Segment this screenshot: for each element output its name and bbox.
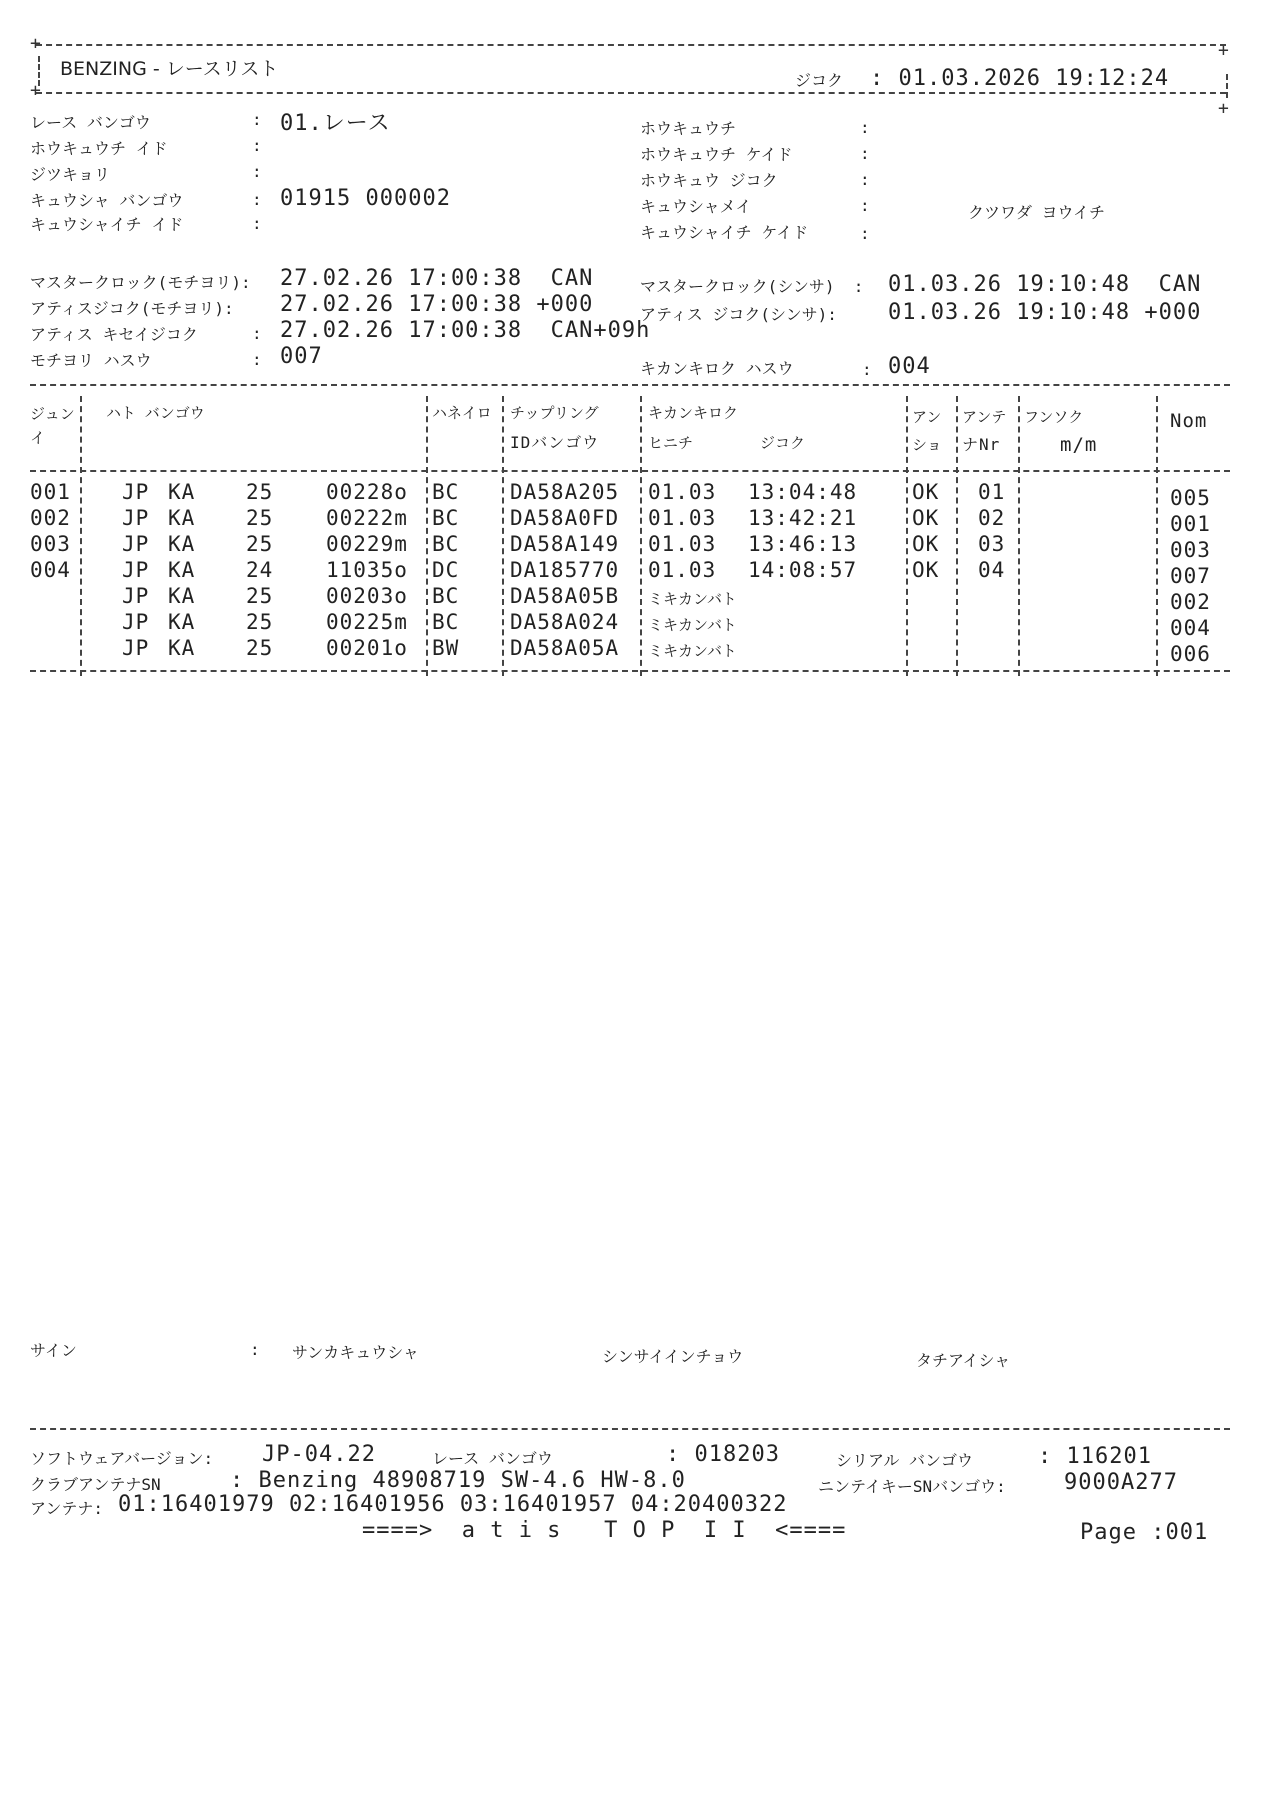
row-nom: 001 xyxy=(1170,512,1211,536)
header-time: ジコク xyxy=(760,434,806,452)
row-club: KA xyxy=(168,506,196,530)
software-version-label: ソフトウェアバージョン: xyxy=(30,1449,214,1468)
row-date: 01.03 xyxy=(648,532,717,556)
race-number-label: レース バンゴウ xyxy=(432,1449,553,1468)
row-club: KA xyxy=(168,558,196,582)
info-right-label-3: キュウシャメイ xyxy=(640,197,752,216)
club-antenna-label: クラブアンテナSN xyxy=(30,1475,161,1494)
row-rank: 001 xyxy=(30,480,71,504)
master-judge-value: 01.03.26 19:10:48 CAN xyxy=(888,272,1202,297)
auth-key-label: ニンテイキーSNバンゴウ: xyxy=(818,1477,1006,1496)
race-number-value: : 018203 xyxy=(666,1442,780,1467)
row-nom: 002 xyxy=(1170,590,1211,614)
row-status: ミキカンバト xyxy=(648,616,737,634)
row-ok: OK xyxy=(912,558,940,582)
info-right-label-0: ホウキュウチ xyxy=(640,119,737,138)
print-time-value: : 01.03.2026 19:12:24 xyxy=(870,66,1170,91)
row-country: JP xyxy=(122,636,150,660)
signature-participant: サンカキュウシャ xyxy=(292,1343,419,1362)
row-nom: 004 xyxy=(1170,616,1211,640)
loft-owner-name: クツワダ ヨウイチ xyxy=(968,203,1105,222)
atis-judge-label: アティス ジコク(シンサ): xyxy=(640,305,837,324)
row-rank: 002 xyxy=(30,506,71,530)
row-date: 01.03 xyxy=(648,558,717,582)
row-chip: DA58A149 xyxy=(510,532,620,556)
header-speed: フンソク xyxy=(1024,408,1084,426)
row-time: 14:08:57 xyxy=(748,558,858,582)
report-title: BENZING - レースリスト xyxy=(60,58,279,80)
row-color: BC xyxy=(432,506,460,530)
return-count-label: キカンキロク ハスウ xyxy=(640,359,794,378)
info-left-label-0: レース バンゴウ xyxy=(30,113,151,132)
row-time: 13:46:13 xyxy=(748,532,858,556)
row-year: 25 xyxy=(246,636,274,660)
row-color: BW xyxy=(432,636,460,660)
brand-banner: ====> a t i s T O P I I <==== xyxy=(362,1518,847,1543)
row-year: 25 xyxy=(246,532,274,556)
row-antenna: 04 xyxy=(978,558,1006,582)
header-ant2: ショ xyxy=(912,436,942,454)
header-chip2: IDバンゴウ xyxy=(510,433,600,452)
row-number: 00225m xyxy=(326,610,408,634)
signature-witness: タチアイシャ xyxy=(916,1351,1011,1370)
row-nom: 006 xyxy=(1170,642,1211,666)
row-country: JP xyxy=(122,584,150,608)
header-rank: ジュンイ xyxy=(30,405,75,447)
atis-ref-value: 27.02.26 17:00:38 CAN+09h xyxy=(280,318,651,343)
row-chip: DA58A0FD xyxy=(510,506,620,530)
header-color: ハネイロ xyxy=(432,404,492,422)
master-home-value: 27.02.26 17:00:38 CAN xyxy=(280,266,594,291)
row-rank: 004 xyxy=(30,558,71,582)
row-country: JP xyxy=(122,506,150,530)
atis-ref-label: アティス キセイジコク xyxy=(30,325,198,344)
row-antenna: 03 xyxy=(978,532,1006,556)
header-antnr2: ナNr xyxy=(962,435,1001,454)
count-label: モチヨリ ハスウ xyxy=(30,351,152,370)
row-club: KA xyxy=(168,584,196,608)
row-year: 24 xyxy=(246,558,274,582)
header-nom: Nom xyxy=(1170,410,1208,432)
row-country: JP xyxy=(122,532,150,556)
club-antenna-value: : Benzing 48908719 SW-4.6 HW-8.0 xyxy=(230,1468,686,1493)
row-color: BC xyxy=(432,610,460,634)
row-antenna: 02 xyxy=(978,506,1006,530)
row-color: BC xyxy=(432,532,460,556)
row-ok: OK xyxy=(912,532,940,556)
info-left-label-4: キュウシャイチ イド xyxy=(30,215,184,234)
return-count-value: 004 xyxy=(888,354,931,379)
row-status: ミキカンバト xyxy=(648,590,737,608)
row-chip: DA58A024 xyxy=(510,610,620,634)
antenna-list-value: 01:16401979 02:16401956 03:16401957 04:20400322 xyxy=(118,1492,788,1517)
serial-number-label: シリアル バンゴウ xyxy=(836,1451,973,1470)
atis-judge-value: 01.03.26 19:10:48 +000 xyxy=(888,300,1202,325)
row-date: 01.03 xyxy=(648,506,717,530)
atis-home-value: 27.02.26 17:00:38 +000 xyxy=(280,292,594,317)
header-speed-unit: m/m xyxy=(1060,434,1098,456)
row-number: 11035o xyxy=(326,558,408,582)
print-time: 01.03.2026 19:12:24 xyxy=(898,66,1170,91)
row-country: JP xyxy=(122,558,150,582)
row-time: 13:04:48 xyxy=(748,480,858,504)
software-version-value: JP-04.22 xyxy=(262,1442,376,1467)
signature-judge: シンサイインチョウ xyxy=(602,1347,744,1366)
info-left-label-3: キュウシャ バンゴウ xyxy=(30,191,184,210)
row-rank: 003 xyxy=(30,532,71,556)
row-club: KA xyxy=(168,610,196,634)
signature-label: サイン xyxy=(30,1341,77,1360)
row-color: DC xyxy=(432,558,460,582)
row-chip: DA58A05A xyxy=(510,636,620,660)
info-right-label-1: ホウキュウチ ケイド xyxy=(640,145,793,164)
antenna-list-label: アンテナ: xyxy=(30,1499,103,1518)
header-record: キカンキロク xyxy=(648,404,739,422)
row-nom: 003 xyxy=(1170,538,1211,562)
row-club: KA xyxy=(168,480,196,504)
info-left-label-1: ホウキュウチ イド xyxy=(30,139,168,158)
serial-number-value: : 116201 xyxy=(1038,1444,1152,1469)
signature-colon: : xyxy=(250,1340,260,1359)
count-value: 007 xyxy=(280,344,323,369)
row-year: 25 xyxy=(246,480,274,504)
page-number: Page :001 xyxy=(1080,1520,1209,1545)
info-right-label-2: ホウキュウ ジコク xyxy=(640,171,778,190)
info-left-label-2: ジツキョリ xyxy=(30,165,111,184)
row-color: BC xyxy=(432,584,460,608)
master-judge-label: マスタークロック(シンサ) : xyxy=(640,277,864,296)
row-color: BC xyxy=(432,480,460,504)
row-nom: 007 xyxy=(1170,564,1211,588)
row-club: KA xyxy=(168,532,196,556)
row-antenna: 01 xyxy=(978,480,1006,504)
header-date: ヒニチ xyxy=(648,434,694,452)
row-time: 13:42:21 xyxy=(748,506,858,530)
row-chip: DA58A05B xyxy=(510,584,620,608)
row-number: 00203o xyxy=(326,584,408,608)
row-year: 25 xyxy=(246,506,274,530)
row-country: JP xyxy=(122,480,150,504)
row-date: 01.03 xyxy=(648,480,717,504)
row-club: KA xyxy=(168,636,196,660)
row-year: 25 xyxy=(246,610,274,634)
row-number: 00201o xyxy=(326,636,408,660)
auth-key-value: 9000A277 xyxy=(1064,1470,1178,1495)
row-chip: DA185770 xyxy=(510,558,620,582)
row-country: JP xyxy=(122,610,150,634)
row-number: 00228o xyxy=(326,480,408,504)
header-ring: ハト バンゴウ xyxy=(106,404,205,422)
row-status: ミキカンバト xyxy=(648,642,737,660)
row-number: 00222m xyxy=(326,506,408,530)
info-left-value-3: 01915 000002 xyxy=(280,186,451,211)
header-chip1: チップリング xyxy=(510,404,599,422)
row-chip: DA58A205 xyxy=(510,480,620,504)
header-ant1: アン xyxy=(912,408,942,426)
info-left-value-0: 01.レース xyxy=(280,111,391,136)
master-home-label: マスタークロック(モチヨリ): xyxy=(30,273,251,292)
row-ok: OK xyxy=(912,480,940,504)
header-antnr1: アンテ xyxy=(962,408,1007,426)
row-nom: 005 xyxy=(1170,486,1211,510)
row-year: 25 xyxy=(246,584,274,608)
row-number: 00229m xyxy=(326,532,408,556)
row-ok: OK xyxy=(912,506,940,530)
print-time-label: ジコク xyxy=(795,71,844,90)
atis-home-label: アティスジコク(モチヨリ): xyxy=(30,299,234,318)
info-right-label-4: キュウシャイチ ケイド xyxy=(640,223,809,242)
